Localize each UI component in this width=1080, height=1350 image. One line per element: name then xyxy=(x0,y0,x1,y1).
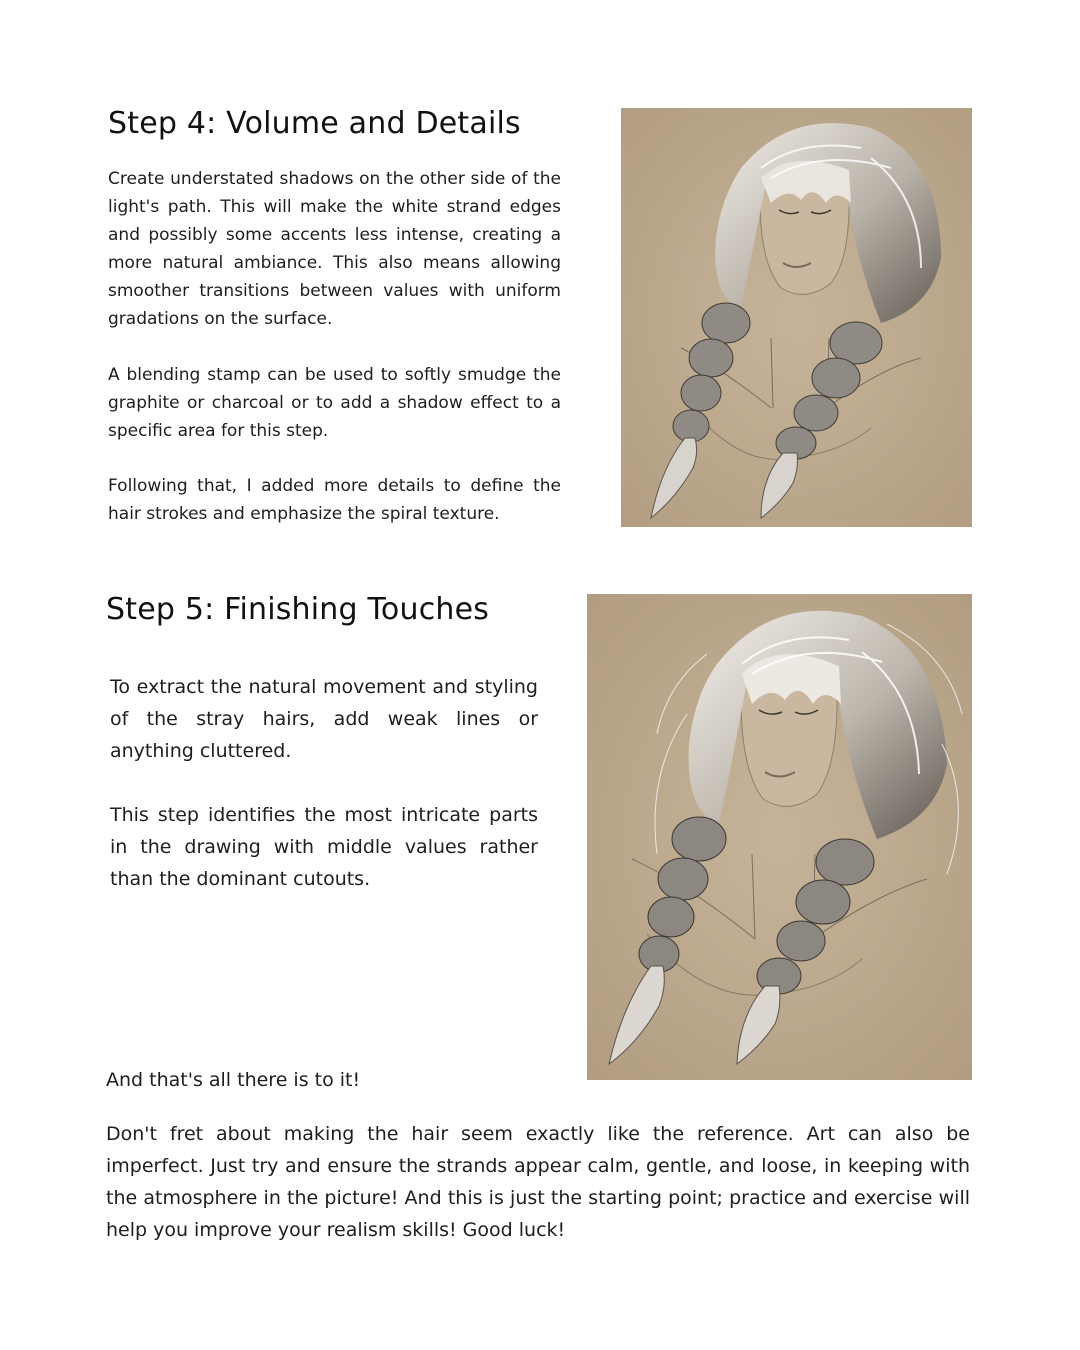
closing-paragraph: Don't fret about making the hair seem exactly like the reference. Art can also be imperfect. Just try and ensure the strands appear calm, gentle, and loose, in keeping with the atmosphere in the picture! And this is just the starting point; practice and exercise will help you improve your realism skills! Good luck! xyxy=(106,1123,970,1241)
step5-hair-drawing xyxy=(587,594,972,1080)
step4-paragraph-3: Following that, I added more details to define the hair strokes and emphasize the spiral texture. xyxy=(108,476,561,524)
step4-paragraph-2: A blending stamp can be used to softly smudge the graphite or charcoal or to add a shadow effect to a specific area for this step. xyxy=(108,365,561,441)
closing-short-line: And that's all there is to it! xyxy=(106,1069,361,1091)
step4-title: Step 4: Volume and Details xyxy=(108,106,521,141)
step5-paragraph-1: To extract the natural movement and styling of the stray hairs, add weak lines or anything cluttered. xyxy=(110,676,538,762)
braided-hair-illustration-icon xyxy=(621,108,972,527)
braided-hair-illustration-icon xyxy=(587,594,972,1080)
step4-hair-drawing xyxy=(621,108,972,527)
step5-paragraph-2: This step identifies the most intricate parts in the drawing with middle values rather than the dominant cutouts. xyxy=(110,804,538,890)
step4-paragraph-1: Create understated shadows on the other side of the light's path. This will make the white strand edges and possibly some accents less intense, creating a more natural ambiance. This also means allowing smoother transitions between values with uniform gradations on the surface. xyxy=(108,169,561,329)
step5-title: Step 5: Finishing Touches xyxy=(106,592,490,627)
